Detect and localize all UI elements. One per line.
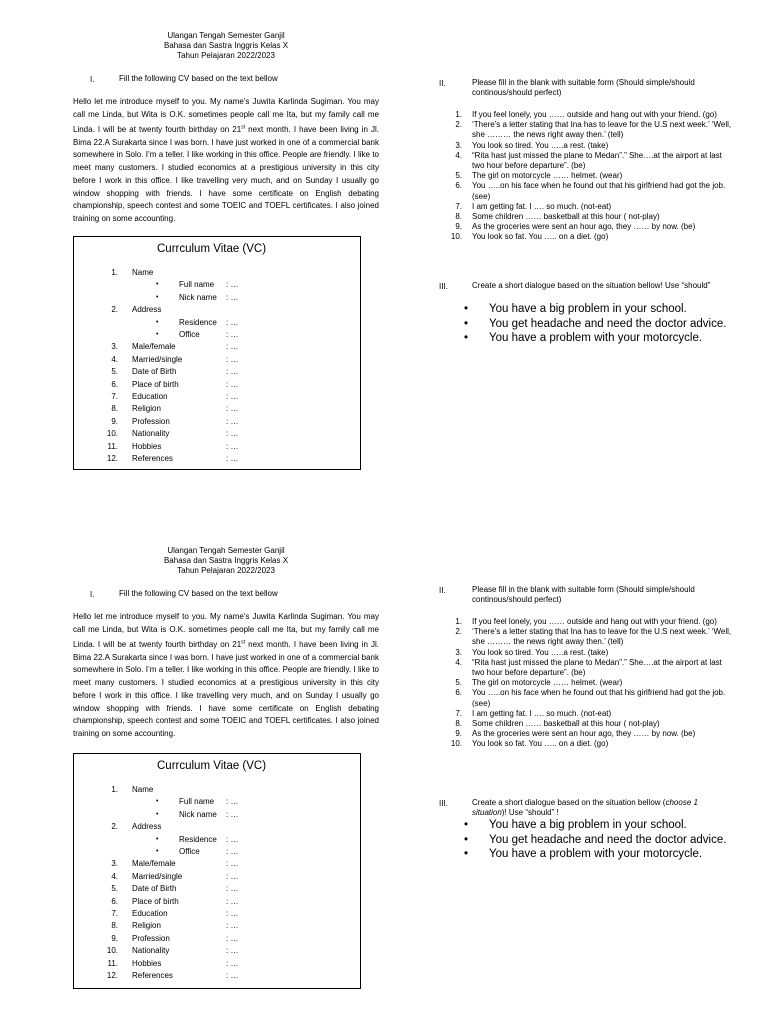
- cv-row: [74, 834, 354, 846]
- cv-row-number: 1.: [111, 785, 118, 794]
- question-text: You …..on his face when he found out that his girlfriend had got the job. (see): [472, 181, 726, 201]
- exam-sheet-top: [0, 0, 768, 512]
- cv-row-label: Date of Birth: [132, 367, 177, 377]
- situation-text: You get headache and need the doctor advice.: [489, 833, 727, 846]
- cv-row-number: 4.: [111, 871, 118, 881]
- section-1-title: Fill the following CV based on the text bellow: [119, 74, 278, 83]
- cv-row-label: Residence: [179, 317, 217, 327]
- cv-row-label: Nationality: [132, 946, 170, 956]
- question-text: You look so tired. You …..a rest. (take): [472, 647, 609, 657]
- cv-row-label: Office: [179, 330, 200, 339]
- question-number: 7.: [455, 708, 462, 718]
- question-item: [444, 678, 734, 688]
- cv-row-label: Nationality: [132, 429, 170, 439]
- question-text: As the groceries were sent an hour ago, they …… by now. (be): [472, 222, 696, 232]
- cv-row-blank: : …: [226, 933, 239, 943]
- cv-row-blank: : …: [226, 921, 239, 931]
- cv-row-blank: : …: [226, 354, 239, 364]
- question-item: [444, 658, 734, 678]
- cv-row-label: Full name: [179, 280, 215, 290]
- situation-item: [464, 331, 734, 346]
- cv-row-blank: : …: [226, 330, 239, 339]
- situation-text: You have a problem with your motorcycle.: [489, 332, 703, 345]
- cv-title: Currculum Vitae (VC): [157, 243, 267, 255]
- question-item: [444, 202, 734, 212]
- question-number: 9.: [455, 222, 462, 232]
- situation-text: You have a big problem in your school.: [489, 303, 687, 315]
- cv-row-blank: : …: [226, 971, 239, 980]
- question-text: Some children …… basketball at this hour ( not-play): [472, 212, 660, 222]
- exam-title: Ulangan Tengah Semester Ganjil: [167, 546, 285, 555]
- cv-row-number: 9.: [111, 416, 118, 426]
- cv-row: [74, 784, 354, 796]
- cv-row: [74, 796, 354, 808]
- cv-row: [74, 267, 354, 279]
- cv-row-blank: : …: [226, 454, 239, 463]
- question-text: “Rita hast just missed the plane to Medan”.” She….at the airport at last two hour before departure”. (be): [472, 657, 722, 678]
- bullet-icon: •: [464, 332, 469, 345]
- cv-row-number: 3.: [111, 342, 118, 352]
- cv-row: [74, 945, 354, 957]
- cv-row-label: Residence: [179, 834, 217, 844]
- cv-row-label: Profession: [132, 933, 170, 943]
- question-text: The girl on motorcycle …… helmet. (wear): [472, 171, 623, 181]
- cv-row-label: Education: [132, 392, 168, 401]
- question-number: 10.: [450, 232, 462, 242]
- question-number: 7.: [455, 201, 462, 211]
- cv-row: [74, 379, 354, 391]
- bullet-icon: •: [156, 848, 159, 855]
- section-3-situations: [464, 302, 734, 346]
- cv-row: [74, 292, 354, 304]
- cv-row: [74, 428, 354, 440]
- cv-row-number: 5.: [111, 884, 118, 894]
- question-item: [444, 212, 734, 222]
- cv-row-label: References: [132, 971, 173, 980]
- cv-row-label: Male/female: [132, 859, 176, 869]
- cv-row-blank: : …: [226, 909, 239, 918]
- question-number: 4.: [455, 657, 462, 667]
- exam-header: [120, 546, 332, 576]
- question-item: [444, 617, 734, 627]
- section-3-number: III.: [439, 799, 448, 808]
- cv-row-number: 8.: [111, 404, 118, 414]
- cv-row-label: Address: [132, 305, 162, 315]
- question-item: [444, 729, 734, 739]
- cv-row: [74, 416, 354, 428]
- cv-row: [74, 896, 354, 908]
- situation-text: You have a problem with your motorcycle.: [489, 848, 703, 861]
- question-text: “Rita hast just missed the plane to Medan”.” She….at the airport at last two hour before departure”. (be): [472, 150, 722, 171]
- cv-row-blank: : …: [226, 884, 239, 894]
- question-item: [444, 719, 734, 729]
- section-2-list: [444, 110, 734, 243]
- cv-row-number: 7.: [111, 392, 118, 401]
- situation-item: [464, 833, 734, 848]
- bullet-icon: •: [156, 293, 159, 301]
- cv-form-box: [73, 753, 361, 989]
- bullet-icon: •: [156, 281, 159, 289]
- cv-row-blank: : …: [226, 797, 239, 807]
- question-text: You look so fat. You ….. on a diet. (go): [472, 232, 609, 242]
- question-number: 6.: [455, 181, 462, 191]
- question-item: [444, 739, 734, 749]
- question-item: [444, 151, 734, 171]
- cv-row-blank: : …: [226, 317, 239, 327]
- cv-row: [74, 391, 354, 403]
- situation-item: [464, 302, 734, 317]
- cv-row-label: Religion: [132, 921, 161, 931]
- cv-row-blank: : …: [226, 441, 239, 451]
- question-number: 8.: [455, 212, 462, 222]
- cv-form-box: [73, 236, 361, 470]
- cv-title: Currculum Vitae (VC): [157, 760, 267, 772]
- cv-row-number: 12.: [106, 971, 118, 980]
- situation-text: You get headache and need the doctor advice.: [489, 317, 727, 330]
- cv-row-blank: : …: [226, 958, 239, 968]
- question-text: I am getting fat. I …. so much. (not-eat): [472, 201, 612, 211]
- cv-row: [74, 920, 354, 932]
- cv-row-blank: : …: [226, 847, 239, 856]
- question-number: 1.: [455, 617, 462, 626]
- question-number: 2.: [455, 120, 462, 130]
- question-text: I am getting fat. I …. so much. (not-eat): [472, 708, 612, 718]
- exam-sheet-bottom: [0, 515, 768, 1027]
- bullet-icon: •: [464, 848, 469, 861]
- cv-row-label: Hobbies: [132, 441, 162, 451]
- cv-row-number: 11.: [107, 958, 118, 968]
- cv-row-number: 5.: [111, 367, 118, 377]
- cv-row: [74, 329, 354, 341]
- question-text: The girl on motorcycle …… helmet. (wear): [472, 678, 623, 688]
- question-number: 3.: [455, 647, 462, 657]
- cv-row-label: Full name: [179, 797, 215, 807]
- bullet-icon: •: [464, 819, 469, 831]
- situation-item: [464, 847, 734, 862]
- question-number: 10.: [450, 739, 462, 749]
- question-number: 2.: [455, 627, 462, 637]
- cv-row-blank: : …: [226, 342, 239, 352]
- section-2-title: Please fill in the blank with suitable form (Should simple/should continous/should perfect): [472, 585, 695, 604]
- cv-row: [74, 366, 354, 378]
- exam-year: Tahun Pelajaran 2022/2023: [177, 566, 275, 575]
- cv-row-number: 12.: [106, 454, 118, 463]
- section-3-number: III.: [439, 282, 448, 291]
- exam-header: [120, 31, 332, 61]
- cv-row: [74, 354, 354, 366]
- cv-row-label: Married/single: [132, 871, 183, 881]
- cv-row-number: 10.: [106, 946, 118, 956]
- cv-row: [74, 441, 354, 453]
- question-item: [444, 120, 734, 140]
- cv-row: [74, 821, 354, 833]
- section-2-number: II.: [439, 79, 446, 88]
- question-text: As the groceries were sent an hour ago, they …… by now. (be): [472, 729, 696, 739]
- cv-row-blank: : …: [226, 392, 239, 401]
- exam-subject: Bahasa dan Sastra Inggris Kelas X: [163, 556, 289, 565]
- question-text: You …..on his face when he found out that his girlfriend had got the job. (see): [472, 688, 726, 708]
- situation-text: You have a big problem in your school.: [489, 819, 687, 831]
- section-3-title: Create a short dialogue based on the situation bellow! Use “should”: [472, 281, 711, 290]
- cv-row: [74, 858, 354, 870]
- cv-row: [74, 958, 354, 970]
- bullet-icon: •: [156, 810, 159, 818]
- section-2-number: II.: [439, 586, 446, 595]
- bullet-icon: •: [156, 835, 159, 843]
- question-text: If you feel lonely, you …… outside and hang out with your friend. (go): [472, 617, 717, 626]
- cv-row-number: 3.: [111, 859, 118, 869]
- cv-row-blank: : …: [226, 859, 239, 869]
- cv-row-number: 2.: [111, 305, 118, 315]
- exam-title: Ulangan Tengah Semester Ganjil: [167, 31, 285, 40]
- question-number: 9.: [455, 729, 462, 739]
- cv-row: [74, 279, 354, 291]
- question-text: ‘There’s a letter stating that Ina has to leave for the U.S next week.’ ‘Well, she ……… the news right away then.’ (tell): [472, 627, 732, 647]
- cv-row-blank: : …: [226, 946, 239, 956]
- cv-row-label: Nick name: [179, 809, 217, 819]
- cv-row-label: Name: [132, 785, 154, 794]
- cv-row-label: Name: [132, 268, 154, 277]
- cv-row: [74, 871, 354, 883]
- cv-row-label: Male/female: [132, 342, 176, 352]
- section-1-number: I.: [90, 75, 95, 84]
- bullet-icon: •: [464, 833, 469, 846]
- cv-row-label: References: [132, 454, 173, 463]
- cv-row: [74, 317, 354, 329]
- cv-row-blank: : …: [226, 379, 239, 389]
- cv-row-label: Religion: [132, 404, 161, 414]
- exam-subject: Bahasa dan Sastra Inggris Kelas X: [163, 41, 289, 50]
- cv-row-label: Place of birth: [132, 896, 179, 906]
- situation-item: [464, 317, 734, 332]
- cv-row-label: Date of Birth: [132, 884, 177, 894]
- bullet-icon: •: [464, 303, 469, 315]
- question-item: [444, 141, 734, 151]
- cv-row-number: 4.: [111, 354, 118, 364]
- question-item: [444, 110, 734, 120]
- cv-row-blank: : …: [226, 871, 239, 881]
- cv-row-label: Hobbies: [132, 958, 162, 968]
- question-number: 5.: [455, 171, 462, 181]
- cv-row-number: 6.: [111, 896, 118, 906]
- section-2-title: Please fill in the blank with suitable form (Should simple/should continous/should perfect): [472, 78, 695, 97]
- exam-year: Tahun Pelajaran 2022/2023: [177, 51, 275, 60]
- cv-row-number: 10.: [106, 429, 118, 439]
- question-number: 5.: [455, 678, 462, 688]
- question-item: [444, 181, 734, 201]
- cv-row: [74, 453, 354, 465]
- cv-row: [74, 933, 354, 945]
- question-number: 3.: [455, 140, 462, 150]
- question-text: ‘There’s a letter stating that Ina has to leave for the U.S next week.’ ‘Well, she ……… the news right away then.’ (tell): [472, 120, 732, 140]
- cv-row-label: Profession: [132, 416, 170, 426]
- section-1-paragraph: Hello let me introduce myself to you. My name’s Juwita Karlinda Sugiman. You may call me Linda, but Wita is O.K. sometimes people call me Ita, but my family call me Linda. I will be at twenty fourth birthday on 21st next month. I have been living in Jl. Bima 22.A Surakarta since I was born. I have just worked in one of a commercial bank somewhere in Solo. I’m a teller. I like working in this office. People are friendly. I like to meet many customers. I studied economics at a prestigious university in this city before I work in this office. I like travelling very much, and on Sunday I usually go window shopping with friends. I have some certificate on English debating championship, speech contest and some TOEIC and TOEFL certificates. I also joined training on some accounting.: [73, 612, 379, 738]
- cv-row: [74, 846, 354, 858]
- section-3-title: Create a short dialogue based on the situation bellow (choose 1 situation)! Use “should” !: [472, 798, 698, 817]
- choose-one-note: choose 1 situation: [472, 798, 698, 817]
- question-text: Some children …… basketball at this hour ( not-play): [472, 719, 660, 729]
- cv-row-blank: : …: [226, 834, 239, 844]
- question-number: 1.: [455, 110, 462, 119]
- question-item: [444, 222, 734, 232]
- question-text: If you feel lonely, you …… outside and hang out with your friend. (go): [472, 110, 717, 119]
- question-item: [444, 171, 734, 181]
- section-2-list: [444, 617, 734, 750]
- cv-row-blank: : …: [226, 292, 239, 302]
- cv-row-label: Nick name: [179, 292, 217, 302]
- cv-row-blank: : …: [226, 280, 239, 290]
- cv-row-number: 2.: [111, 822, 118, 832]
- cv-row-blank: : …: [226, 416, 239, 426]
- section-3-situations: [464, 818, 734, 862]
- cv-row-blank: : …: [226, 404, 239, 414]
- question-number: 6.: [455, 688, 462, 698]
- cv-row-label: Married/single: [132, 354, 183, 364]
- section-1-number: I.: [90, 590, 95, 599]
- question-number: 4.: [455, 150, 462, 160]
- question-item: [444, 688, 734, 708]
- bullet-icon: •: [156, 318, 159, 326]
- cv-row: [74, 883, 354, 895]
- section-1-paragraph: Hello let me introduce myself to you. My name’s Juwita Karlinda Sugiman. You may call me Linda, but Wita is O.K. sometimes people call me Ita, but my family call me Linda. I will be at twenty fourth birthday on 21st next month. I have been living in Jl. Bima 22.A Surakarta since I was born. I have just worked in one of a commercial bank somewhere in Solo. I’m a teller. I like working in this office. People are friendly. I like to meet many customers. I studied economics at a prestigious university in this city before I work in this office. I like travelling very much, and on Sunday I usually go window shopping with friends. I have some certificate on English debating championship, speech contest and some TOEIC and TOEFL certificates. I also joined training on some accounting.: [73, 97, 379, 223]
- cv-row: [74, 341, 354, 353]
- question-item: [444, 627, 734, 647]
- question-text: You look so fat. You ….. on a diet. (go): [472, 739, 609, 749]
- question-item: [444, 709, 734, 719]
- cv-row: [74, 304, 354, 316]
- cv-row-number: 7.: [111, 909, 118, 918]
- cv-row-label: Place of birth: [132, 379, 179, 389]
- cv-row-label: Office: [179, 847, 200, 856]
- cv-row-number: 9.: [111, 933, 118, 943]
- question-item: [444, 648, 734, 658]
- cv-row: [74, 809, 354, 821]
- section-1-title: Fill the following CV based on the text bellow: [119, 589, 278, 598]
- situation-item: [464, 818, 734, 833]
- cv-row: [74, 970, 354, 982]
- cv-row-label: Education: [132, 909, 168, 918]
- cv-row: [74, 908, 354, 920]
- bullet-icon: •: [464, 317, 469, 330]
- cv-row-number: 8.: [111, 921, 118, 931]
- question-item: [444, 232, 734, 242]
- cv-row-number: 11.: [107, 441, 118, 451]
- cv-row-label: Address: [132, 822, 162, 832]
- cv-row-blank: : …: [226, 809, 239, 819]
- bullet-icon: •: [156, 331, 159, 338]
- cv-row-blank: : …: [226, 896, 239, 906]
- question-number: 8.: [455, 719, 462, 729]
- cv-row-blank: : …: [226, 367, 239, 377]
- bullet-icon: •: [156, 798, 159, 806]
- cv-row-number: 1.: [111, 268, 118, 277]
- cv-row: [74, 403, 354, 415]
- cv-row-number: 6.: [111, 379, 118, 389]
- question-text: You look so tired. You …..a rest. (take): [472, 140, 609, 150]
- cv-row-blank: : …: [226, 429, 239, 439]
